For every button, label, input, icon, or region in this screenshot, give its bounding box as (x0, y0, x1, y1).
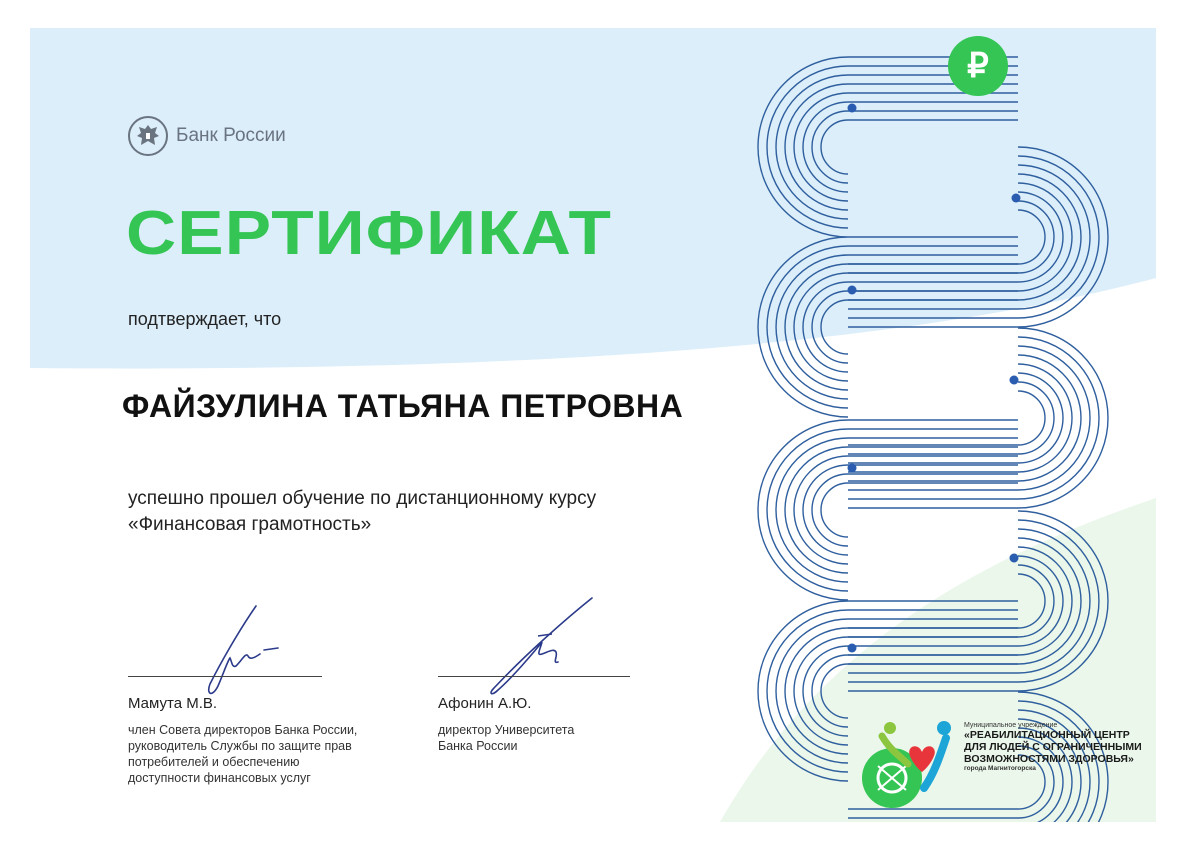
rehab-center-logo (860, 716, 1156, 816)
rehab-center-city: города Магнитогорска (964, 765, 1036, 772)
signatory-1-position-line: руководитель Службы по защите прав (128, 739, 352, 753)
rehab-center-emblem-icon (860, 716, 964, 816)
rehab-center-name-line: ВОЗМОЖНОСТЯМИ ЗДОРОВЬЯ» (964, 753, 1134, 765)
course-name: «Финансовая грамотность» (128, 514, 372, 535)
track-dot (1010, 376, 1019, 385)
signature-line-1 (128, 676, 322, 677)
signatory-2-name: Афонин А.Ю. (438, 695, 532, 712)
bank-logo (128, 116, 286, 156)
signatory-1-position-line: член Совета директоров Банка России, (128, 723, 358, 737)
bank-of-russia-emblem-icon (128, 116, 168, 156)
track-dot (1012, 194, 1021, 203)
track-dot (1010, 554, 1019, 563)
signatory-1-position-line: доступности финансовых услуг (128, 771, 311, 785)
signatory-2-position (438, 722, 574, 754)
signatory-1-position-line: потребителей и обеспечению (128, 755, 300, 769)
signatory-2-position-line: директор Университета (438, 723, 575, 737)
certificate-title: СЕРТИФИКАТ (126, 199, 613, 268)
recipient-name: ФАЙЗУЛИНА ТАТЬЯНА ПЕТРОВНА (122, 388, 684, 424)
ruble-badge-icon: ₽ (948, 36, 1008, 96)
signature-mamuta (198, 602, 288, 702)
track-dot (848, 644, 857, 653)
confirm-text: подтверждает, что (128, 309, 282, 329)
track-dot (848, 464, 857, 473)
track-dot (848, 104, 857, 113)
rehab-center-name-line: ДЛЯ ЛЮДЕЙ С ОГРАНИЧЕННЫМИ (964, 741, 1142, 753)
signature-afonin (482, 592, 602, 702)
rehab-center-name-line: «РЕАБИЛИТАЦИОННЫЙ ЦЕНТР (964, 729, 1130, 741)
signatory-2-position-line: Банка России (438, 739, 518, 753)
certificate-sheet (30, 28, 1156, 822)
signatory-1-position (128, 722, 357, 786)
signatory-1-name: Мамута М.В. (128, 695, 218, 712)
signature-line-2 (438, 676, 630, 677)
rehab-center-type: Муниципальное учреждение (964, 722, 1058, 729)
rehab-center-text (964, 722, 1156, 772)
track-dot (848, 286, 857, 295)
course-completion-text: успешно прошел обучение по дистанционному курсу (128, 488, 597, 509)
bank-name: Банк России (176, 125, 286, 146)
